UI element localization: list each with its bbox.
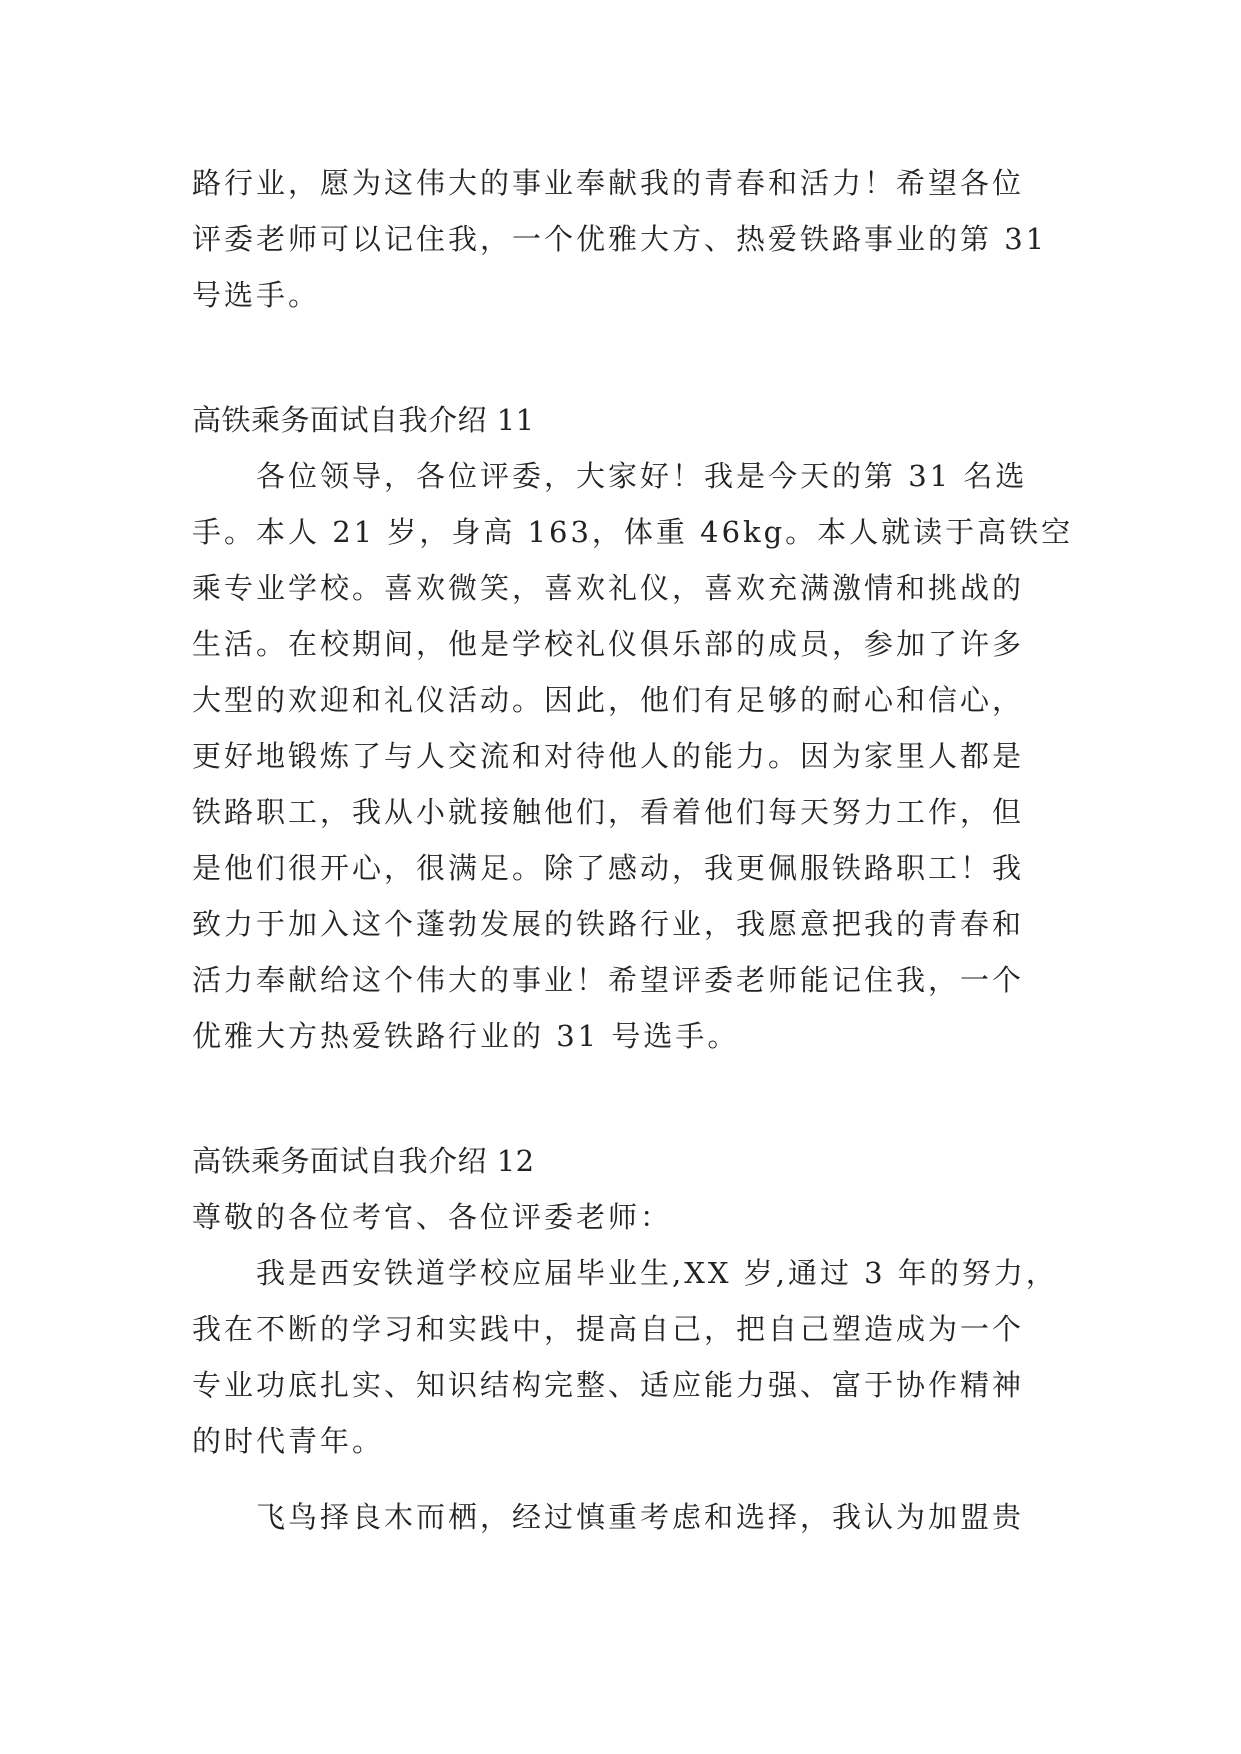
paragraph-line: 飞鸟择良木而栖，经过慎重考虑和选择，我认为加盟贵 [256, 1500, 1025, 1534]
paragraph-line: 致力于加入这个蓬勃发展的铁路行业，我愿意把我的青春和 [192, 907, 1025, 941]
paragraph-line: 我是西安铁道学校应届毕业生,XX 岁,通过 3 年的努力， [256, 1256, 1058, 1290]
paragraph-line: 大型的欢迎和礼仪活动。因此，他们有足够的耐心和信心， [192, 683, 1025, 717]
paragraph-line: 评委老师可以记住我，一个优雅大方、热爱铁路事业的第 31 [192, 222, 1048, 256]
paragraph-line: 乘专业学校。喜欢微笑，喜欢礼仪，喜欢充满激情和挑战的 [192, 571, 1025, 605]
paragraph-line: 活力奉献给这个伟大的事业！希望评委老师能记住我，一个 [192, 963, 1025, 997]
paragraph-line: 专业功底扎实、知识结构完整、适应能力强、富于协作精神 [192, 1368, 1025, 1402]
paragraph-line: 我在不断的学习和实践中，提高自己，把自己塑造成为一个 [192, 1312, 1025, 1346]
paragraph-line: 生活。在校期间，他是学校礼仪俱乐部的成员，参加了许多 [192, 627, 1025, 661]
greeting-line: 尊敬的各位考官、各位评委老师： [192, 1200, 673, 1234]
paragraph-line: 号选手。 [192, 278, 321, 312]
paragraph-line: 铁路职工，我从小就接触他们，看着他们每天努力工作，但 [192, 795, 1025, 829]
paragraph-line: 路行业，愿为这伟大的事业奉献我的青春和活力！希望各位 [192, 166, 1025, 200]
paragraph-line: 是他们很开心，很满足。除了感动，我更佩服铁路职工！我 [192, 851, 1025, 885]
paragraph-line: 各位领导，各位评委，大家好！我是今天的第 31 名选 [256, 459, 1028, 493]
section-heading: 高铁乘务面试自我介绍 11 [192, 403, 535, 437]
section-heading: 高铁乘务面试自我介绍 12 [192, 1144, 535, 1178]
paragraph-line: 手。本人 21 岁，身高 163，体重 46kg。本人就读于高铁空 [192, 515, 1074, 549]
paragraph-line: 更好地锻炼了与人交流和对待他人的能力。因为家里人都是 [192, 739, 1025, 773]
paragraph-line: 的时代青年。 [192, 1424, 385, 1458]
paragraph-line: 优雅大方热爱铁路行业的 31 号选手。 [192, 1019, 740, 1053]
